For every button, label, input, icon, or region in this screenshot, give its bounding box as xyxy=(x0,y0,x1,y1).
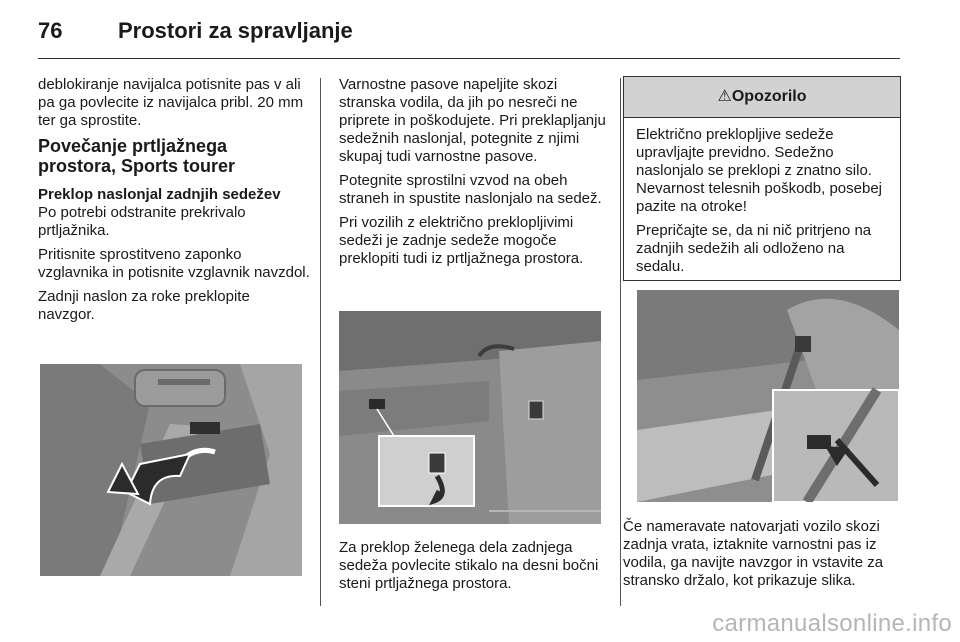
header-rule xyxy=(38,58,900,59)
seatbelt-holder-illustration xyxy=(637,290,899,502)
luggage-compartment-illustration xyxy=(339,311,601,524)
warning-title: Opozorilo xyxy=(731,88,807,105)
page-number: 76 xyxy=(38,18,63,43)
column-2-caption xyxy=(339,539,611,599)
paragraph: Pri vozilih z električno preklopljivimi sedeži je zadnje sedeže mogoče preklopiti tudi iz prtljažnega prostora. xyxy=(339,214,584,267)
column-divider-2 xyxy=(620,78,621,606)
warning-box xyxy=(623,76,901,281)
watermark: carmanualsonline.info xyxy=(712,610,952,637)
armrest-illustration xyxy=(40,364,302,576)
warning-paragraph: Prepričajte se, da ni nič pritrjeno na zadnjih sedežih ali odloženo na sedalu. xyxy=(636,222,872,275)
paragraph: Za preklop želenega dela zadnjega sedeža povlecite stikalo na desni bočni steni prtljažnega prostora. xyxy=(339,539,599,592)
section-heading: Povečanje prtljažnega prostora, Sports tourer xyxy=(38,136,236,176)
paragraph: Varnostne pasove napeljite skozi stranska vodila, da jih po nesreči ne priprete in poškodujete. Pri preklapljanju sedežnih naslonjal, potegnite z njimi skupaj tudi varnostne pasove. xyxy=(339,76,606,165)
column-divider-1 xyxy=(320,78,321,606)
page-title: Prostori za spravljanje xyxy=(118,18,353,43)
paragraph: Zadnji naslon za roke preklopite navzgor. xyxy=(38,288,250,323)
warning-triangle-icon: ⚠ xyxy=(717,88,732,105)
column-1 xyxy=(38,76,310,330)
paragraph: Če nameravate natovarjati vozilo skozi zadnja vrata, iztaknite varnostni pas iz vodila, ga navijte navzgor in vstavite za stransko držalo, kot prikazuje slika. xyxy=(623,518,884,589)
warning-header xyxy=(624,77,900,118)
subsection-heading: Preklop naslonjal zadnjih sedežev xyxy=(38,186,281,203)
paragraph: Pritisnite sprostitveno zaponko vzglavnika in potisnite vzglavnik navzdol. xyxy=(38,246,310,281)
column-3-caption xyxy=(623,518,903,596)
column-2 xyxy=(339,76,611,274)
paragraph: Po potrebi odstranite prekrivalo prtljažnika. xyxy=(38,204,246,239)
paragraph: Potegnite sprostilni vzvod na obeh straneh in spustite naslonjalo na sedež. xyxy=(339,172,602,207)
warning-body xyxy=(624,118,900,276)
intro-paragraph: deblokiranje navijalca potisnite pas v ali pa ga povlecite iz navijalca pribl. 20 mm ter ga sprostite. xyxy=(38,76,304,129)
warning-paragraph: Električno preklopljive sedeže upravljajte previdno. Sedežno naslonjalo se preklopi z znatno silo. Nevarnost telesnih poškodb, posebej pazite na otroke! xyxy=(636,126,882,215)
